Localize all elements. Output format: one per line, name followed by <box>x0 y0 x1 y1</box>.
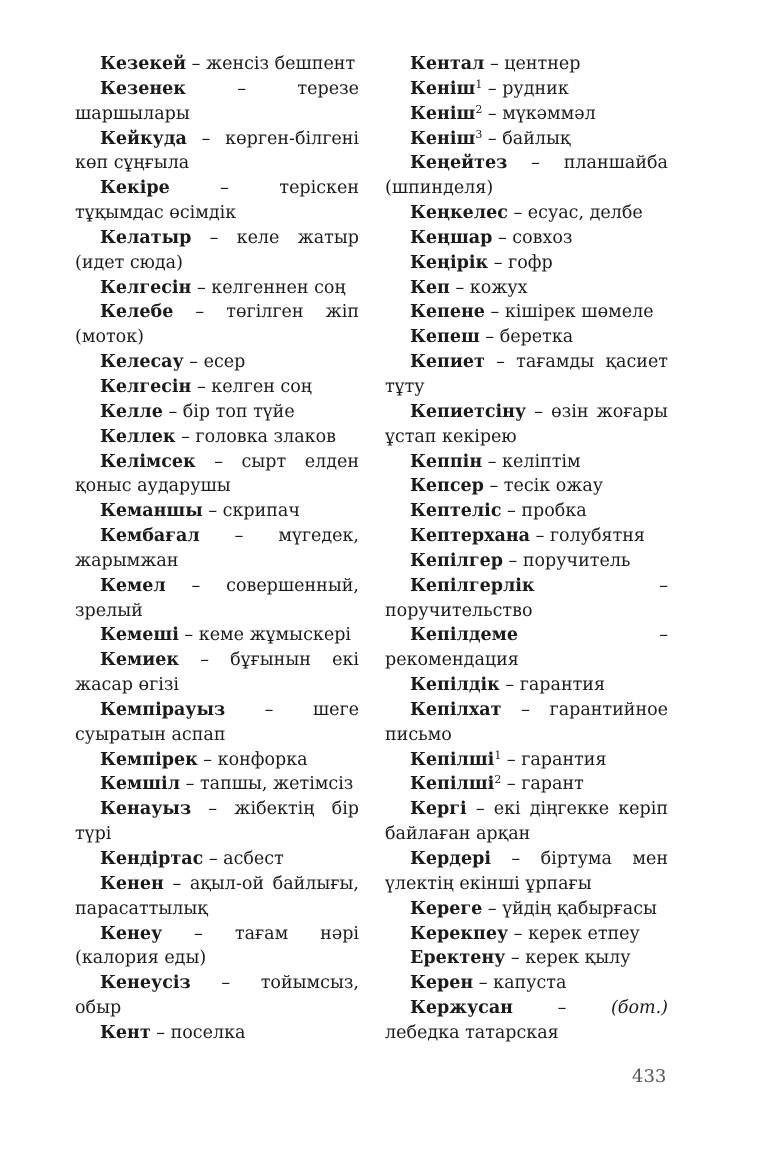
entry-definition: мүгедек, жарымжан <box>75 526 359 571</box>
entry-definition: кішірек шөмеле <box>504 302 654 323</box>
entry-headword: Кеманшы <box>100 501 203 522</box>
entry-definition: теріскен тұқымдас өсімдік <box>75 178 359 224</box>
entry-definition: терезе шаршылары <box>75 78 359 124</box>
entry-definition: совхоз <box>512 227 573 248</box>
entry-definition: кеме жұмыскері <box>198 625 351 646</box>
entry-definition: екі діңгекке керіп байлаған арқан <box>385 799 668 845</box>
page-number: 433 <box>632 1066 667 1087</box>
entry-headword: Кергі <box>410 799 467 820</box>
entry-headword: Кекіре <box>100 178 170 199</box>
dictionary-entry: Еректену – керек қылу <box>410 948 631 969</box>
entry-headword: Кенен <box>100 873 164 894</box>
entry-definition: жібектің бір түрі <box>75 799 359 845</box>
entry-definition: келгеннен соң <box>211 277 346 298</box>
entry-definition: планшайба (шпинделя) <box>385 153 668 199</box>
dictionary-entry: Кереге – үйдің қабырғасы <box>410 898 657 919</box>
entry-headword: Келлек <box>100 426 176 447</box>
dictionary-entry: Кеп – кожух <box>410 277 528 298</box>
dictionary-entry: Кекіре – теріскен тұқымдас өсімдік <box>75 178 359 224</box>
entry-definition: тағамды қасиет тұту <box>385 352 668 397</box>
dictionary-entry: Келебе – төгілген жіп (моток) <box>75 302 359 348</box>
entry-sense-number: 1 <box>494 748 502 762</box>
entry-sense-number: 1 <box>475 77 483 91</box>
entry-headword: Кеніш <box>410 78 476 99</box>
entry-definition: тапшы, жетімсіз <box>199 774 354 795</box>
dictionary-entry: Кеманшы – скрипач <box>100 501 300 522</box>
entry-definition: есер <box>203 352 246 373</box>
entry-headword: Кепілгер <box>410 550 503 571</box>
entry-headword: Кепиетсіну <box>410 401 527 422</box>
entry-definition: шеге суыратын аспап <box>75 699 359 745</box>
dictionary-entry: Кепілхат – гарантийное письмо <box>385 699 668 745</box>
entry-headword: Еректену <box>410 948 506 969</box>
entry-definition: гарантия <box>519 675 605 696</box>
entry-definition: гарантия <box>521 749 607 770</box>
entry-definition: поручительство <box>385 600 533 621</box>
entry-definition: керек етпеу <box>528 923 640 944</box>
entry-headword: Кепілгерлік <box>410 575 535 596</box>
dictionary-entry: Кепілдік – гарантия <box>410 675 605 696</box>
dictionary-entry: Кемшіл – тапшы, жетімсіз <box>100 774 354 795</box>
dictionary-entry: Кемпірек – конфорка <box>100 749 308 770</box>
dictionary-entry: Кенен – ақыл-ой байлығы, парасаттылық <box>75 873 359 919</box>
dictionary-entry: Керен – капуста <box>410 973 567 994</box>
entry-headword: Келгесін <box>100 376 192 397</box>
entry-definition: капуста <box>493 973 567 994</box>
entry-headword: Кемпірауыз <box>100 699 226 720</box>
entry-headword: Кемеші <box>100 625 179 646</box>
dictionary-entry: Кентал – центнер <box>410 54 581 74</box>
entry-headword: Кепілші <box>410 749 495 770</box>
entry-headword: Кептеліс <box>410 501 502 522</box>
entry-headword: Келімсек <box>100 451 196 472</box>
entry-headword: Керен <box>410 973 474 994</box>
entry-definition: гарант <box>521 774 584 795</box>
entry-definition: рудник <box>502 78 569 99</box>
dictionary-entry: Келгесін – келгеннен соң <box>100 277 346 298</box>
dictionary-entry: Кемеші – кеме жұмыскері <box>100 625 351 646</box>
entry-headword: Кезекей <box>100 54 187 74</box>
dictionary-entry: Кеңейтез – планшайба (шпинделя) <box>385 153 668 199</box>
entry-headword: Келебе <box>100 302 174 323</box>
dictionary-entry: Кеңшар – совхоз <box>410 227 573 248</box>
dictionary-entry: Кеңірік – гофр <box>410 252 553 273</box>
dictionary-entry: Келімсек – сырт елден қоныс аударушы <box>75 451 359 497</box>
dictionary-column-right <box>385 52 668 1046</box>
entry-headword: Кепсер <box>410 476 484 497</box>
entry-headword: Кеппін <box>410 451 483 472</box>
entry-headword: Кеңірік <box>410 252 489 273</box>
entry-definition: көрген-білгені көп сұңғыла <box>75 128 359 174</box>
entry-definition: өзін жоғары ұстап кекірею <box>385 401 668 447</box>
entry-headword: Кемпірек <box>100 749 198 770</box>
dictionary-entry: Кержусан – (бот.) лебедка татарская <box>385 998 668 1043</box>
entry-headword: Кеніш <box>410 103 476 124</box>
entry-definition: тағам нәрі (калория еды) <box>75 923 359 969</box>
entry-sense-number: 3 <box>475 127 483 141</box>
dictionary-entry: Келле – бір топ түйе <box>100 401 295 422</box>
entry-headword: Кенауыз <box>100 799 192 820</box>
entry-definition: есуас, делбе <box>527 203 643 224</box>
dictionary-entry: Кепиет – тағамды қасиет тұту <box>385 352 668 397</box>
entry-definition: мүкәммәл <box>502 103 596 124</box>
dictionary-entry: Кепеш – беретка <box>410 327 574 348</box>
entry-definition: сырт елден қоныс аударушы <box>75 451 359 497</box>
entry-definition: поручитель <box>522 550 631 571</box>
dictionary-entry: Кепілгерлік – поручительство <box>385 575 668 621</box>
dictionary-column-left <box>75 52 359 1046</box>
entry-headword: Кепілдеме <box>410 625 518 646</box>
entry-sense-number: 2 <box>475 102 483 116</box>
entry-definition: келе жатыр (идет сюда) <box>75 227 359 273</box>
entry-headword: Кепеш <box>410 327 480 348</box>
entry-headword: Кепене <box>410 302 485 323</box>
dictionary-entry: Кеппін – келіптім <box>410 451 581 472</box>
entry-definition: голубятня <box>549 526 645 547</box>
dictionary-entry: Кепілші$^2$ – гарант <box>410 773 584 795</box>
entry-grammar-label: (бот.) <box>610 998 668 1019</box>
dictionary-entry: Кеңкелес – есуас, делбе <box>410 203 643 224</box>
entry-headword: Кейкуда <box>100 128 187 149</box>
entry-definition: беретка <box>499 327 574 348</box>
entry-headword: Кепілші <box>410 774 495 795</box>
entry-headword: Кердері <box>410 849 491 869</box>
entry-definition: лебедка татарская <box>385 1022 559 1043</box>
dictionary-entry: Кембағал – мүгедек, жарымжан <box>75 526 359 571</box>
entry-definition: головка злаков <box>195 426 336 447</box>
dictionary-entry: Кепиетсіну – өзін жоғары ұстап кекірею <box>385 401 668 447</box>
entry-headword: Келесау <box>100 352 184 373</box>
entry-sense-number: 2 <box>494 773 502 787</box>
entry-headword: Кемиек <box>100 650 180 671</box>
entry-headword: Кенеу <box>100 923 163 944</box>
dictionary-entry: Кепілдеме – рекомендация <box>385 625 668 671</box>
entry-headword: Кенеусіз <box>100 973 191 994</box>
entry-definition: бұғынын екі жасар өгізі <box>75 650 359 696</box>
entry-definition: центнер <box>504 54 581 74</box>
entry-definition: тесік ожау <box>503 476 604 497</box>
dictionary-entry: Кенауыз – жібектің бір түрі <box>75 799 359 845</box>
dictionary-entry: Кенеусіз – тойымсыз, обыр <box>75 973 359 1019</box>
entry-headword: Келле <box>100 401 163 422</box>
dictionary-entry: Кердері – біртума мен үлектің екінші ұрпағы <box>385 849 668 894</box>
entry-definition: асбест <box>223 849 284 869</box>
dictionary-entry: Кенеу – тағам нәрі (калория еды) <box>75 923 359 969</box>
entry-definition: келген соң <box>211 376 312 397</box>
entry-definition: біртума мен үлектің екінші ұрпағы <box>385 849 668 894</box>
dictionary-entry: Кезекей – женсіз бешпент <box>100 54 356 74</box>
entry-headword: Кепілхат <box>410 699 502 720</box>
dictionary-entry: Кепене – кішірек шөмеле <box>410 302 654 323</box>
dictionary-entry: Кептеліс – пробка <box>410 501 587 522</box>
entry-definition: үйдің қабырғасы <box>502 898 657 919</box>
entry-definition: керек қылу <box>525 948 631 969</box>
dictionary-entry: Кемпірауыз – шеге суыратын аспап <box>75 699 359 745</box>
dictionary-entry: Кепілгер – поручитель <box>410 550 631 571</box>
entry-headword: Кепиет <box>410 352 485 373</box>
entry-definition: скрипач <box>222 501 300 522</box>
entry-definition: совершенный, зрелый <box>75 575 359 621</box>
dictionary-entry: Келлек – головка злаков <box>100 426 336 447</box>
entry-headword: Кеніш <box>410 128 476 149</box>
entry-definition: женсіз бешпент <box>206 54 356 74</box>
entry-headword: Кембағал <box>100 526 200 547</box>
entry-headword: Кеп <box>410 277 450 298</box>
entry-definition: гарантийное письмо <box>385 699 668 745</box>
dictionary-entry: Келатыр – келе жатыр (идет сюда) <box>75 227 359 273</box>
entry-headword: Керекпеу <box>410 923 509 944</box>
dictionary-entry: Кендіртас – асбест <box>100 849 284 869</box>
entry-headword: Кержусан <box>410 998 513 1019</box>
entry-headword: Кеңкелес <box>410 203 508 224</box>
dictionary-entry: Керекпеу – керек етпеу <box>410 923 640 944</box>
entry-definition: байлық <box>502 128 571 149</box>
entry-headword: Келгесін <box>100 277 192 298</box>
dictionary-entry: Кент – поселка <box>100 1022 246 1043</box>
entry-definition: пробка <box>521 501 587 522</box>
dictionary-entry: Кеніш$^2$ – мүкәммәл <box>410 102 596 124</box>
dictionary-entry: Келгесін – келген соң <box>100 376 312 397</box>
entry-headword: Кеңейтез <box>410 153 508 174</box>
entry-headword: Кезенек <box>100 78 186 99</box>
entry-headword: Кентал <box>410 54 485 74</box>
entry-headword: Кендіртас <box>100 849 204 869</box>
entry-definition: келіптім <box>502 451 581 472</box>
dictionary-entry: Кепсер – тесік ожау <box>410 476 604 497</box>
entry-headword: Келатыр <box>100 227 192 248</box>
entry-definition: ақыл-ой байлығы, парасаттылық <box>75 873 359 919</box>
entry-definition: рекомендация <box>385 650 519 671</box>
entry-definition: бір топ түйе <box>182 401 295 422</box>
entry-headword: Кемшіл <box>100 774 181 795</box>
entry-headword: Кент <box>100 1022 151 1043</box>
dictionary-entry: Кемиек – бұғынын екі жасар өгізі <box>75 650 359 696</box>
entry-headword: Кереге <box>410 898 483 919</box>
entry-definition: поселка <box>170 1022 246 1043</box>
entry-headword: Кепілдік <box>410 675 500 696</box>
dictionary-entry: Кеніш$^1$ – рудник <box>410 77 569 99</box>
entry-definition: конфорка <box>217 749 308 770</box>
entry-headword: Кемел <box>100 575 166 596</box>
entry-headword: Кеңшар <box>410 227 493 248</box>
entry-definition: тойымсыз, обыр <box>75 973 359 1019</box>
entry-headword: Кептерхана <box>410 526 530 547</box>
dictionary-entry: Кеніш$^3$ – байлық <box>410 127 571 149</box>
dictionary-entry: Келесау – есер <box>100 352 246 373</box>
dictionary-entry: Кемел – совершенный, зрелый <box>75 575 359 621</box>
dictionary-entry: Кепілші$^1$ – гарантия <box>410 748 607 770</box>
entry-definition: кожух <box>469 277 528 298</box>
dictionary-entry: Кейкуда – көрген-білгені көп сұңғыла <box>75 128 359 174</box>
entry-definition: гофр <box>508 252 553 273</box>
dictionary-entry: Кергі – екі діңгекке керіп байлаған арқан <box>385 799 668 845</box>
dictionary-entry: Кезенек – терезе шаршылары <box>75 78 359 124</box>
entry-definition: төгілген жіп (моток) <box>75 302 359 348</box>
dictionary-entry: Кептерхана – голубятня <box>410 526 645 547</box>
